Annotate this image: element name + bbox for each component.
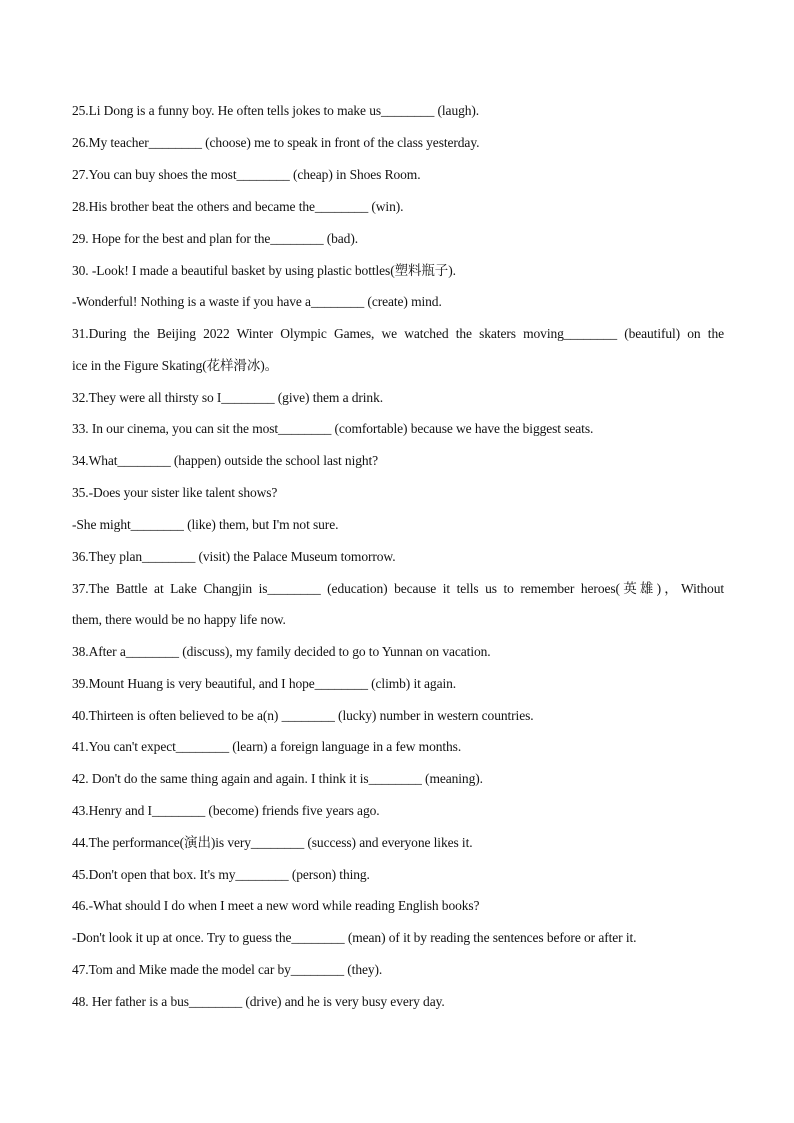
question-35-reply: -She might________ (like) them, but I'm not sure. bbox=[72, 517, 339, 532]
question-35-prompt: 35.-Does your sister like talent shows? bbox=[72, 485, 278, 500]
question-32: 32.They were all thirsty so I________ (give) them a drink. bbox=[72, 390, 384, 405]
question-28: 28.His brother beat the others and became the________ (win). bbox=[72, 199, 404, 214]
question-31-line-1: 31.During the Beijing 2022 Winter Olympic Games, we watched the skaters moving________ (beautiful) on the bbox=[72, 326, 724, 341]
question-25: 25.Li Dong is a funny boy. He often tells jokes to make us________ (laugh). bbox=[72, 103, 480, 118]
question-43: 43.Henry and I________ (become) friends five years ago. bbox=[72, 803, 380, 818]
question-29: 29. Hope for the best and plan for the________ (bad). bbox=[72, 231, 358, 246]
question-27: 27.You can buy shoes the most________ (cheap) in Shoes Room. bbox=[72, 167, 421, 182]
question-33: 33. In our cinema, you can sit the most________ (comfortable) because we have the biggest seats. bbox=[72, 421, 594, 436]
question-47: 47.Tom and Mike made the model car by________ (they). bbox=[72, 962, 383, 977]
question-44: 44.The performance(演出)is very________ (success) and everyone likes it. bbox=[72, 835, 473, 850]
question-31-line-2: ice in the Figure Skating(花样滑冰)。 bbox=[72, 358, 279, 373]
question-41: 41.You can't expect________ (learn) a foreign language in a few months. bbox=[72, 739, 462, 754]
question-38: 38.After a________ (discuss), my family decided to go to Yunnan on vacation. bbox=[72, 644, 491, 659]
question-34: 34.What________ (happen) outside the school last night? bbox=[72, 453, 379, 468]
question-46-prompt: 46.-What should I do when I meet a new word while reading English books? bbox=[72, 898, 480, 913]
question-30-prompt: 30. -Look! I made a beautiful basket by using plastic bottles(塑料瓶子). bbox=[72, 263, 456, 278]
question-48: 48. Her father is a bus________ (drive) and he is very busy every day. bbox=[72, 994, 445, 1009]
question-40: 40.Thirteen is often believed to be a(n) ________ (lucky) number in western countries. bbox=[72, 708, 534, 723]
question-39: 39.Mount Huang is very beautiful, and I hope________ (climb) it again. bbox=[72, 676, 457, 691]
question-37-line-1: 37.The Battle at Lake Changjin is________ (education) because it tells us to remember heroes(英雄)，Without bbox=[72, 581, 724, 596]
question-45: 45.Don't open that box. It's my________ (person) thing. bbox=[72, 867, 370, 882]
question-37-line-2: them, there would be no happy life now. bbox=[72, 612, 286, 627]
question-42: 42. Don't do the same thing again and again. I think it is________ (meaning). bbox=[72, 771, 483, 786]
question-30-reply: -Wonderful! Nothing is a waste if you have a________ (create) mind. bbox=[72, 294, 442, 309]
question-46-reply: -Don't look it up at once. Try to guess the________ (mean) of it by reading the sentences before or after it. bbox=[72, 930, 637, 945]
question-36: 36.They plan________ (visit) the Palace Museum tomorrow. bbox=[72, 549, 396, 564]
question-26: 26.My teacher________ (choose) me to speak in front of the class yesterday. bbox=[72, 135, 480, 150]
